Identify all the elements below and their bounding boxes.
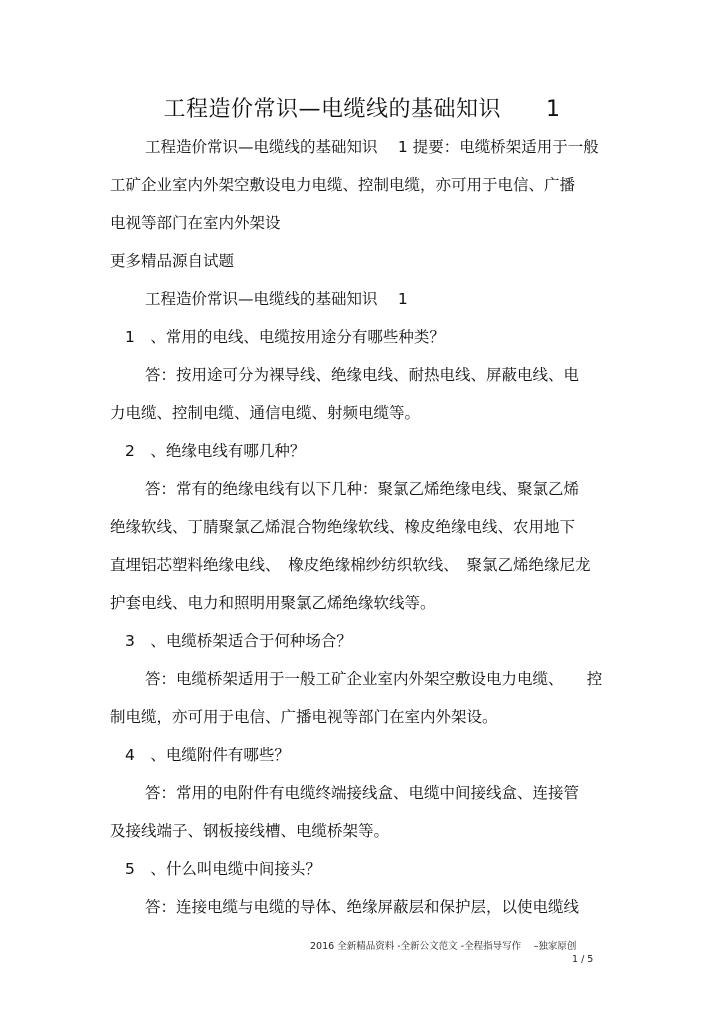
document-title: 工程造价常识—电缆线的基础知识 1 [163, 97, 561, 122]
question-3: 3 、电缆桥架适合于何种场合？ [125, 632, 352, 650]
question-2: 2 、绝缘电线有哪几种？ [125, 442, 306, 460]
answer-line: 护套电线、电力和照明用聚氯乙烯绝缘软线等。 [110, 594, 436, 612]
answer-line: 制电缆，亦可用于电信、广播电视等部门在室内外架设。 [110, 708, 498, 726]
paragraph-line: 工矿企业室内外架空敷设电力电缆、控制电缆，亦可用于电信、广播 [110, 176, 576, 194]
answer-line: 答：电缆桥架适用于一般工矿企业室内外架空敷设电力电缆、 控 [145, 670, 603, 688]
source-note: 更多精品源自试题 [110, 252, 235, 270]
question-5: 5 、什么叫电缆中间接头？ [125, 860, 321, 878]
section-heading: 工程造价常识—电缆线的基础知识 1 [145, 290, 408, 308]
paragraph-line: 电视等部门在室内外架设 [110, 214, 281, 232]
answer-line: 直埋铝芯塑料绝缘电线、 橡皮绝缘棉纱纺织软线、 聚氯乙烯绝缘尼龙 [110, 556, 591, 574]
page-footer: 2016 全新精品资料 -全新公文范文 -全程指导写作 –独家原创 [310, 941, 577, 952]
question-1: 1 、常用的电线、电缆按用途分有哪些种类？ [125, 328, 445, 346]
paragraph-line: 工程造价常识—电缆线的基础知识 1 提要：电缆桥架适用于一般 [145, 138, 599, 156]
answer-line: 力电缆、控制电缆、通信电缆、射频电缆等。 [110, 404, 421, 422]
question-4: 4 、电缆附件有哪些？ [125, 746, 290, 764]
answer-line: 答：按用途可分为裸导线、绝缘电线、耐热电线、屏蔽电线、电 [145, 366, 580, 384]
page-number: 1 / 5 [572, 954, 594, 965]
answer-line: 及接线端子、钢板接线槽、电缆桥架等。 [110, 822, 390, 840]
answer-line: 答：常有的绝缘电线有以下几种：聚氯乙烯绝缘电线、聚氯乙烯 [145, 480, 580, 498]
answer-line: 绝缘软线、丁腈聚氯乙烯混合物绝缘软线、橡皮绝缘电线、农用地下 [110, 518, 576, 536]
answer-line: 答：常用的电附件有电缆终端接线盒、电缆中间接线盒、连接管 [145, 784, 580, 802]
answer-line: 答：连接电缆与电缆的导体、绝缘屏蔽层和保护层，以使电缆线 [145, 898, 580, 916]
